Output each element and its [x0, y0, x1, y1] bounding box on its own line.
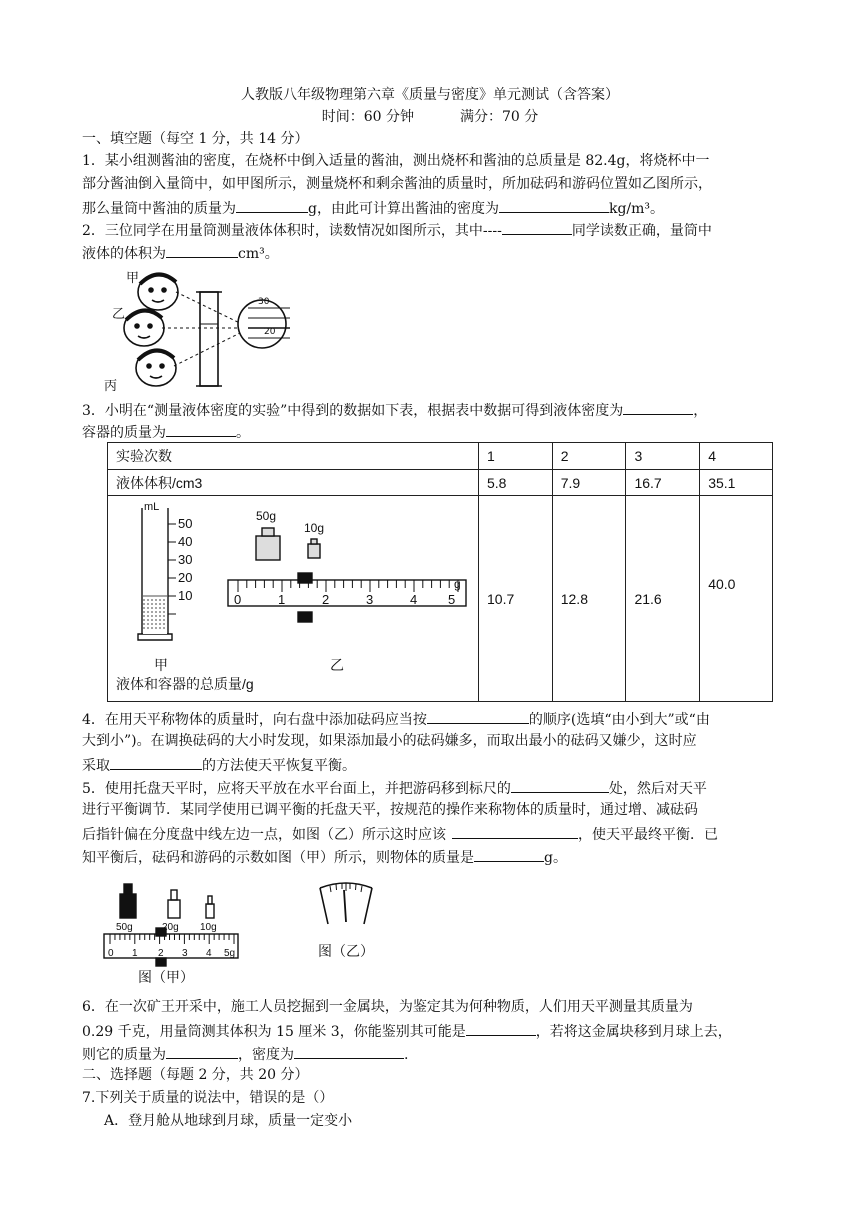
scale-tick: 0: [108, 948, 114, 959]
table-cell: 4: [700, 443, 773, 470]
student-yi-face: [124, 310, 164, 346]
q7-question: 7.下列关于质量的说法中，错误的是（）: [82, 1090, 334, 1106]
q2-line2: [82, 241, 782, 265]
q1-blank-mass[interactable]: [236, 196, 308, 213]
balance-rider-scale: [228, 573, 466, 622]
q5-text-b: 处，然后对天平: [608, 781, 707, 797]
q2-text-d: cm³。: [238, 246, 279, 262]
table-cell: 5.8: [479, 470, 553, 496]
rider-tick-4: 4: [410, 592, 418, 607]
table-cell-header: 实验次数: [108, 443, 479, 470]
exam-time: 时间：60 分钟: [321, 109, 414, 125]
scale-tick: 5g: [224, 948, 236, 959]
cylinder-unit: mL: [144, 501, 160, 513]
weight-10g: [308, 539, 320, 558]
table-cell: 40.0: [700, 496, 773, 702]
rider-scale-bar: [104, 934, 238, 958]
student-bing-face: [136, 350, 176, 386]
q4-text-c: 采取: [82, 758, 110, 774]
q3-blank-density[interactable]: [623, 398, 693, 415]
cylinder-caption: 甲: [154, 657, 168, 673]
weight-50g-icon: [120, 884, 136, 918]
table-cell-figures: [108, 496, 479, 702]
exam-title: 人教版八年级物理第六章《质量与密度》单元测试（含答案）: [241, 87, 619, 103]
q4-line1: [82, 707, 782, 731]
rider-unit: g: [454, 577, 461, 591]
q4-text-b: 的顺序(选填“由小到大”或“由: [528, 712, 710, 728]
q5-pointer-figure: [306, 878, 386, 964]
weight-label-10g: 10g: [304, 521, 325, 535]
weight-label-50g: 50g: [256, 509, 277, 523]
q1-text-b: g，由此可计算出酱油的密度为: [308, 201, 499, 217]
q1-line1: 1．某小组测酱油的密度，在烧杯中倒入适量的酱油，测出烧杯和酱油的总质量是 82.4g，将烧杯中一: [82, 153, 710, 169]
q2-blank-volume[interactable]: [166, 241, 238, 258]
q2-text-a: 2．三位同学在用量筒测量液体体积时，读数情况如图所示，其中----: [82, 223, 502, 239]
weight-label: 10g: [200, 922, 217, 933]
q3-text-c: 容器的质量为: [82, 425, 166, 441]
q1-text-a: 那么量筒中酱油的质量为: [82, 201, 236, 217]
table-cell: 3: [626, 443, 700, 470]
rider-tick-2: 2: [322, 592, 330, 607]
table-row: [108, 470, 773, 496]
q5-text-d: ，使天平最终平衡．已: [578, 827, 718, 843]
exam-meta: [0, 106, 860, 128]
q6-text-b: ，若将这金属块移到月球上去，: [535, 1024, 732, 1040]
q3-blank-container[interactable]: [166, 420, 236, 437]
q4-text-a: 4．在用天平称物体的质量时，向右盘中添加砝码应当按: [82, 712, 427, 728]
q5-blank-zero[interactable]: [511, 776, 609, 793]
q3-line1: [82, 398, 782, 422]
q6-line2: [82, 1019, 782, 1043]
q6-text-d: ，密度为: [238, 1047, 294, 1063]
q5-caption-yi: 图（乙）: [318, 944, 374, 960]
table-cell-header: 液体体积/cm3: [108, 470, 479, 496]
q1-line3: [82, 196, 782, 220]
balance-caption: 乙: [330, 657, 344, 673]
scale-label-20: 20: [264, 327, 276, 337]
q3-text-a: 3．小明在“测量液体密度的实验”中得到的数据如下表，根据表中数据可得到液体密度为: [82, 403, 624, 419]
q6-text-e: .: [404, 1047, 409, 1063]
rider-tick-0: 0: [234, 592, 242, 607]
cylinder-tick-10: 10: [178, 588, 193, 603]
q6-text-c: 则它的质量为: [82, 1047, 166, 1063]
q2-text-b: 同学读数正确，量筒中: [571, 223, 712, 239]
q5-blank-action[interactable]: [452, 822, 578, 839]
q5-text-f: g。: [544, 850, 567, 866]
scale-tick: 4: [206, 948, 212, 959]
pointer-needle: [344, 890, 346, 922]
table-cell: 7.9: [552, 470, 626, 496]
table-row: [108, 496, 773, 702]
q5-line1: [82, 776, 782, 800]
q3-figures: [108, 496, 478, 674]
q4-blank-order[interactable]: [427, 707, 529, 724]
q2-line1: [82, 218, 782, 242]
table-cell: 35.1: [700, 470, 773, 496]
table-cell: 16.7: [626, 470, 700, 496]
q1-blank-density[interactable]: [499, 196, 609, 213]
weight-20g-icon: [168, 890, 180, 918]
measuring-cylinder: [138, 508, 176, 640]
scale-tick: 2: [158, 948, 164, 959]
q3-data-table: [107, 442, 773, 702]
q5-line4: [82, 845, 782, 869]
rider-tick-5: 5: [448, 592, 456, 607]
q5-text-e: 知平衡后，砝码和游码的示数如图（甲）所示，则物体的质量是: [82, 850, 474, 866]
table-cell: 1: [479, 443, 553, 470]
table-cell: 2: [552, 443, 626, 470]
q5-text-c: 后指针偏在分度盘中线左边一点，如图（乙）所示这时应该: [82, 827, 446, 843]
q3-line2: [82, 420, 782, 444]
q1-line2: 部分酱油倒入量筒中，如甲图所示，测量烧杯和剩余酱油的质量时，所加砝码和游码位置如乙图所示，: [82, 176, 712, 192]
q7-option-a[interactable]: A．登月舱从地球到月球，质量一定变小: [104, 1113, 353, 1129]
q6-line1: 6．在一次矿王开采中，施工人员挖掘到一金属块，为鉴定其为何种物质，人们用天平测量其质量为: [82, 999, 693, 1015]
q6-text-a: 0.29 千克，用量筒测其体积为 15 厘米 3，你能鉴别其可能是: [82, 1024, 466, 1040]
q2-text-c: 液体的体积为: [82, 246, 166, 262]
student-jia-face: [138, 274, 178, 310]
q4-line2: 大到小”)。在调换砝码的大小时发现，如果添加最小的砝码嫌多，而取出最小的砝码又嫌少，这时应: [82, 733, 697, 749]
q4-line3: [82, 753, 782, 777]
q3-text-b: ，: [693, 403, 708, 419]
rider-tick-1: 1: [278, 592, 286, 607]
scale-label-30: 30: [258, 297, 270, 307]
label-bing: 丙: [104, 379, 118, 394]
scale-tick: 1: [132, 948, 138, 959]
cylinder-tick-20: 20: [178, 570, 193, 585]
cylinder-tick-30: 30: [178, 552, 193, 567]
q5-text-a: 5．使用托盘天平时，应将天平放在水平台面上，并把游码移到标尺的: [82, 781, 511, 797]
weight-10g-icon: [206, 896, 214, 918]
q5-line3: [82, 822, 782, 846]
label-yi: 乙: [112, 307, 126, 322]
table-cell-header: 液体和容器的总质量/g: [116, 676, 254, 692]
rider-tick-3: 3: [366, 592, 374, 607]
weight-50g: [256, 528, 280, 560]
section1-heading: 一、填空题（每空 1 分，共 14 分）: [82, 131, 309, 147]
q5-caption-jia: 图（甲）: [138, 970, 194, 986]
q5-line2: 进行平衡调节．某同学使用已调平衡的托盘天平，按规范的操作来称物体的质量时，通过增、减砝码: [82, 802, 698, 818]
q2-blank-student[interactable]: [502, 218, 572, 235]
q6-blank-material[interactable]: [466, 1019, 536, 1036]
q3-text-d: 。: [236, 425, 250, 441]
table-cell: 21.6: [626, 496, 700, 702]
q6-blank-density[interactable]: [294, 1042, 404, 1059]
weight-label: 50g: [116, 922, 133, 933]
table-row: [108, 443, 773, 470]
q6-line3: [82, 1042, 782, 1066]
q1-text-c: kg/m³。: [608, 201, 665, 217]
table-cell: 12.8: [552, 496, 626, 702]
q2-reading-figure: [100, 266, 300, 394]
cylinder-tick-40: 40: [178, 534, 193, 549]
weight-label: 20g: [162, 922, 179, 933]
scale-tick: 3: [182, 948, 188, 959]
q5-blank-mass[interactable]: [474, 845, 544, 862]
q6-blank-mass[interactable]: [166, 1042, 238, 1059]
table-cell: 10.7: [479, 496, 553, 702]
label-jia: 甲: [126, 271, 140, 286]
exam-score: 满分：70 分: [460, 109, 539, 125]
q4-blank-method[interactable]: [110, 753, 202, 770]
cylinder-tick-50: 50: [178, 516, 193, 531]
q4-text-d: 的方法使天平恢复平衡。: [202, 758, 356, 774]
q5-weights-figure: [100, 876, 250, 986]
section2-heading: 二、选择题（每题 2 分，共 20 分）: [82, 1067, 309, 1083]
